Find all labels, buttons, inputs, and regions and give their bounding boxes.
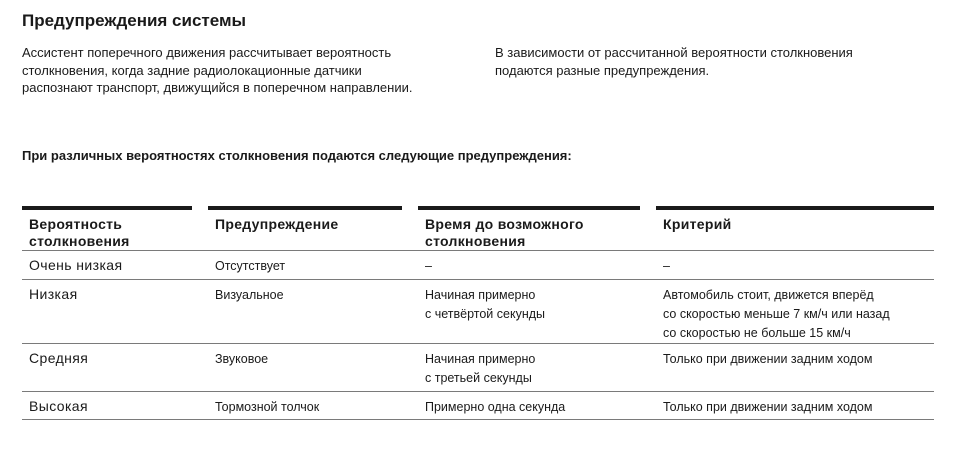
cell-criterion: Только при движении задним ходом — [663, 400, 873, 414]
cell-time: – — [425, 259, 432, 273]
cell-time: Начиная примерно с третьей секунды — [425, 352, 536, 385]
header-probability: Вероятность столкновения — [22, 206, 192, 250]
cell-time: Начиная примерно с четвёртой секунды — [425, 288, 546, 321]
header-warning: Предупреждение — [208, 206, 402, 250]
table-body — [22, 250, 934, 420]
table-caption: При различных вероятностях столкновения подаются следующие предупреждения: — [22, 148, 572, 163]
table-row — [22, 343, 934, 391]
cell-warning: Визуальное — [215, 288, 284, 302]
page-title: Предупреждения системы — [22, 11, 247, 30]
cell-criterion: Только при движении задним ходом — [663, 352, 873, 366]
header-time: Время до возможного столкновения — [418, 206, 640, 250]
intro-right-paragraph: В зависимости от рассчитанной вероятности столкновения подаются разные предупреждения. — [495, 45, 853, 78]
warnings-table — [22, 206, 934, 420]
cell-warning: Звуковое — [215, 352, 269, 366]
table-row — [22, 391, 934, 419]
cell-time: Примерно одна секунда — [425, 400, 566, 414]
cell-probability: Высокая — [29, 398, 88, 414]
intro-left-paragraph: Ассистент поперечного движения рассчитывает вероятность столкновения, когда задние радиолокационные датчики распознают транспорт, движущийся в поперечном направлении. — [22, 45, 413, 95]
table-row — [22, 250, 934, 279]
cell-warning: Тормозной толчок — [215, 400, 320, 414]
cell-probability: Очень низкая — [29, 257, 123, 273]
cell-probability: Средняя — [29, 350, 89, 366]
table-header-row — [22, 206, 934, 250]
header-criterion: Критерий — [656, 206, 934, 250]
table-row — [22, 279, 934, 343]
cell-criterion: – — [663, 259, 670, 273]
cell-warning: Отсутствует — [215, 259, 286, 273]
cell-criterion: Автомобиль стоит, движется вперёд со скоростью меньше 7 км/ч или назад со скоростью не больше 15 км/ч — [663, 288, 890, 340]
cell-probability: Низкая — [29, 286, 78, 302]
